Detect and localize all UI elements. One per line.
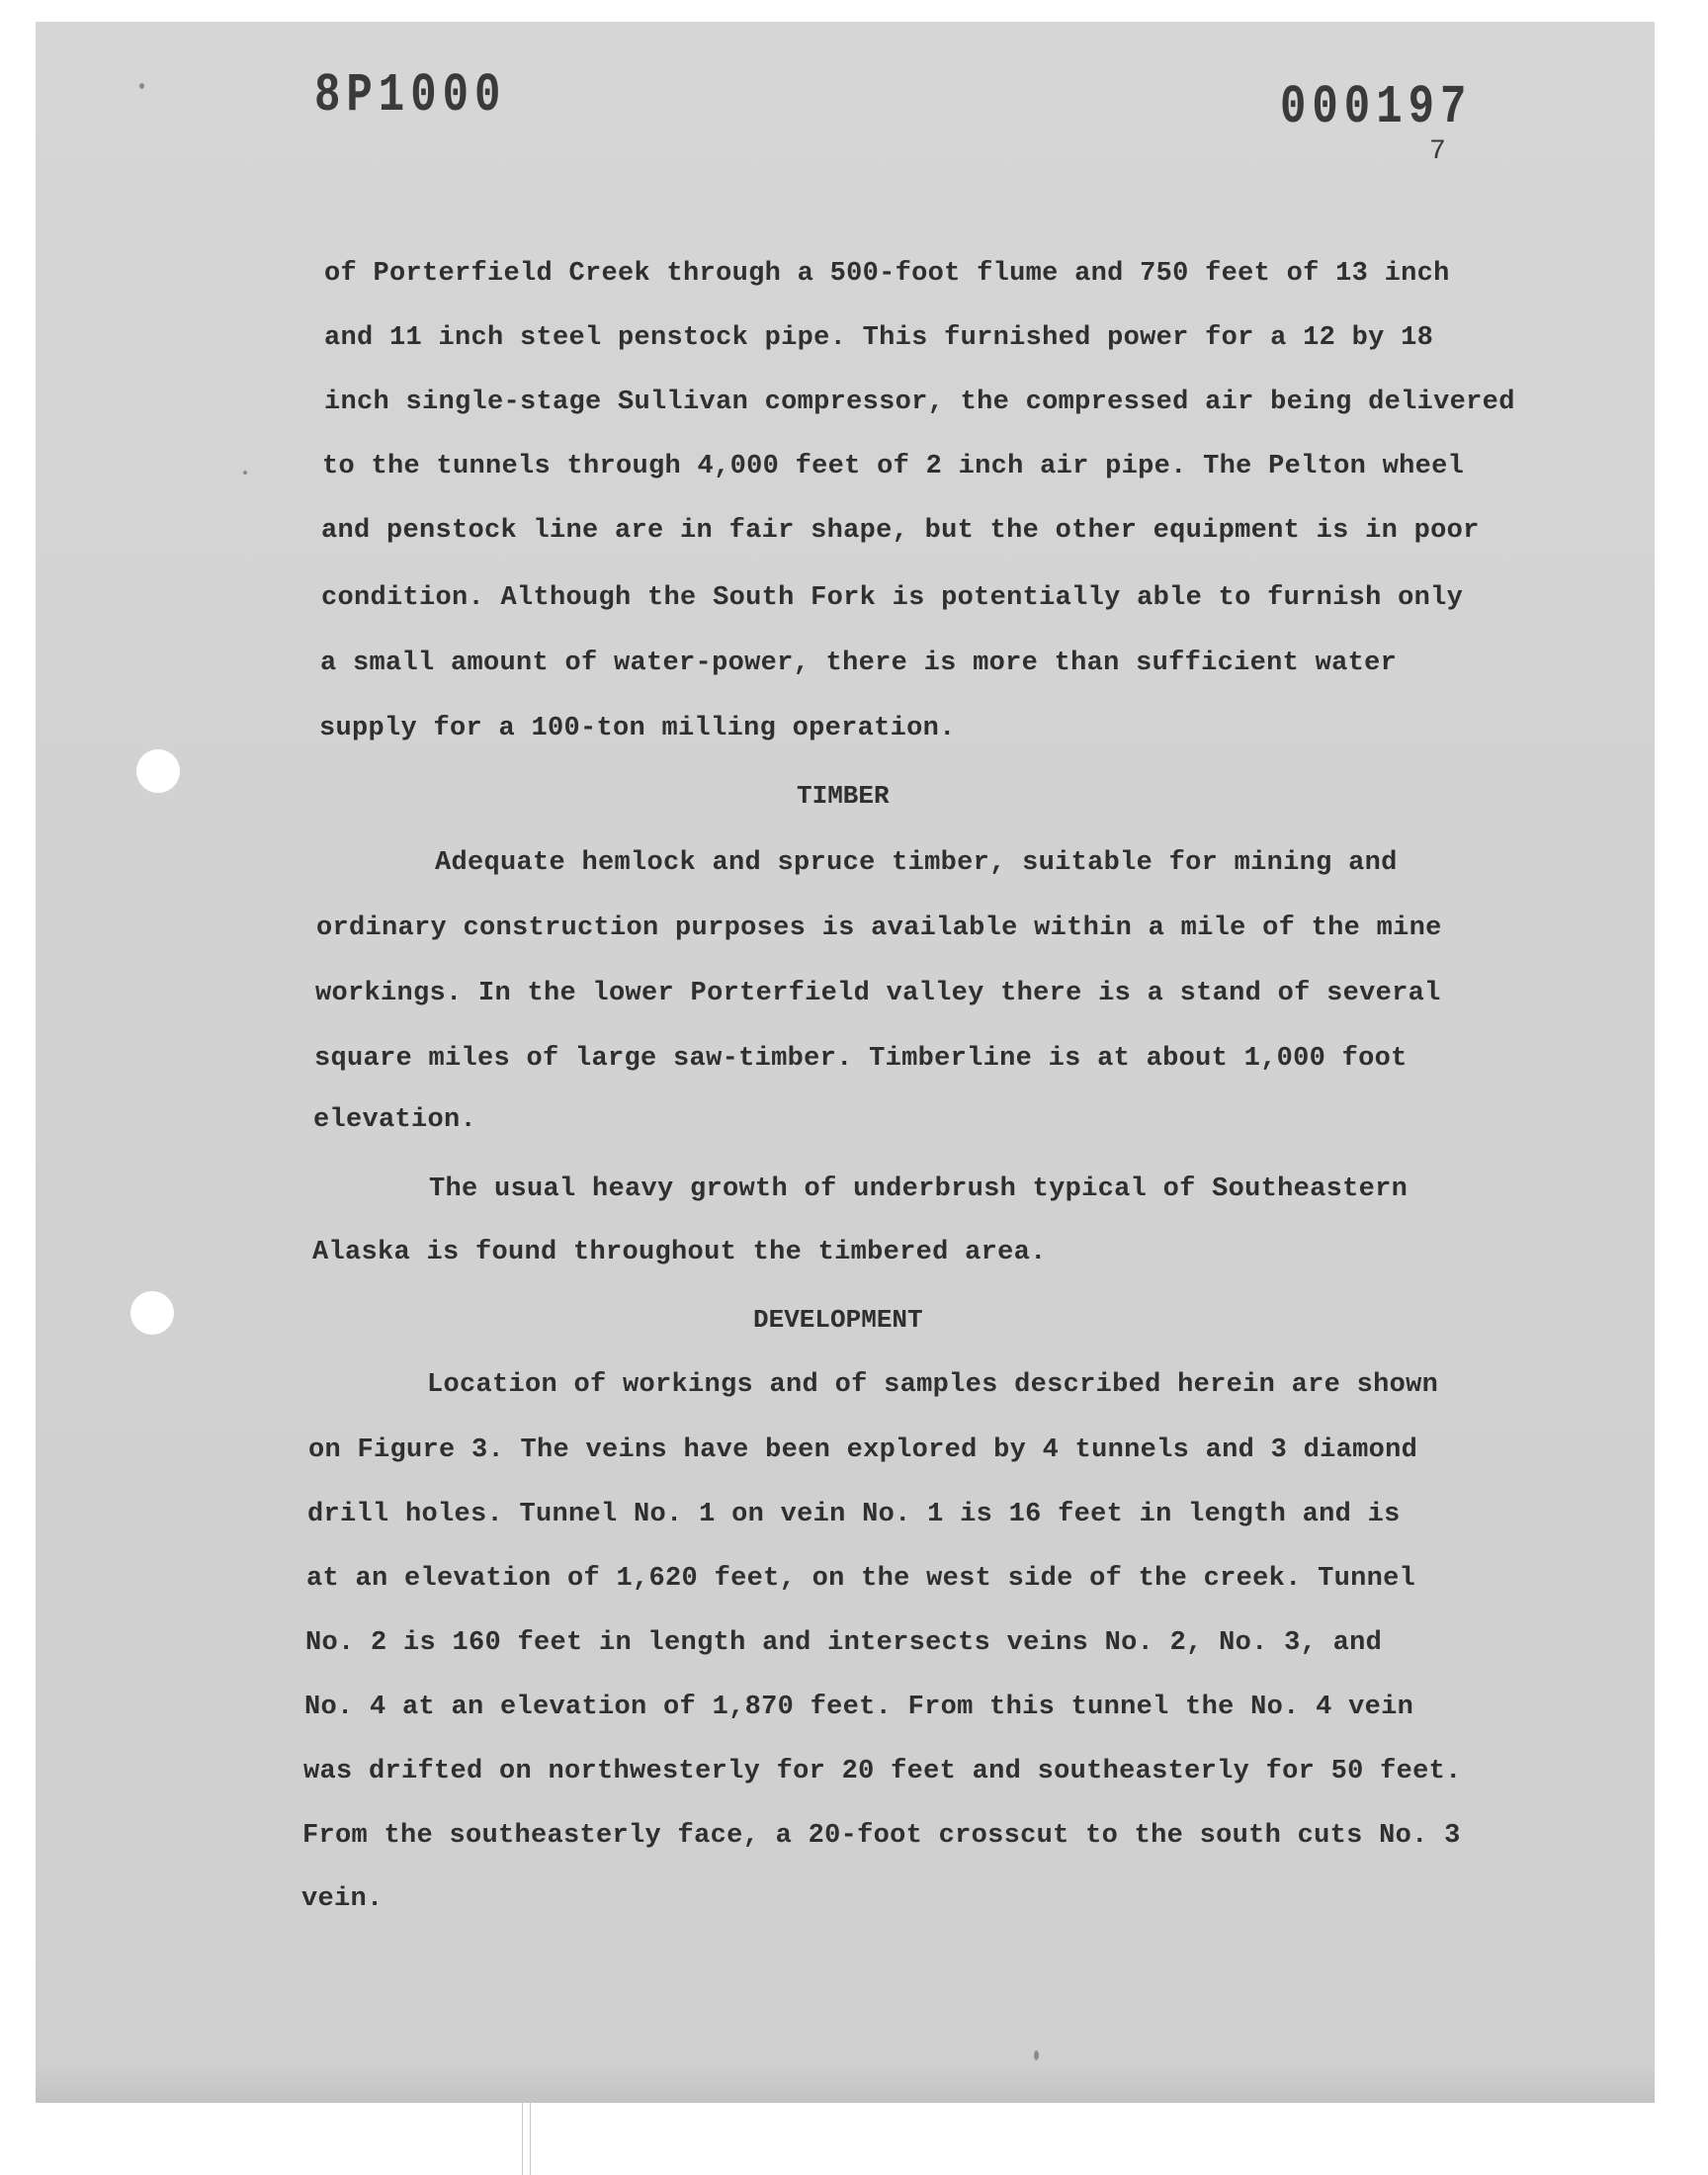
text-line: square miles of large saw-timber. Timberline is at about 1,000 foot xyxy=(314,1044,1408,1074)
text-line: The usual heavy growth of underbrush typical of Southeastern xyxy=(429,1174,1409,1204)
text-line: No. 2 is 160 feet in length and intersects veins No. 2, No. 3, and xyxy=(305,1628,1383,1658)
text-line: No. 4 at an elevation of 1,870 feet. From this tunnel the No. 4 vein xyxy=(304,1693,1414,1722)
text-line: Alaska is found throughout the timbered area. xyxy=(312,1238,1047,1267)
text-line: Location of workings and of samples described herein are shown xyxy=(427,1370,1439,1400)
scan-edge-line xyxy=(522,2103,523,2175)
text-line: From the southeasterly face, a 20-foot crosscut to the south cuts No. 3 xyxy=(302,1821,1461,1851)
text-line: at an elevation of 1,620 feet, on the west side of the creek. Tunnel xyxy=(306,1564,1416,1594)
text-line: and penstock line are in fair shape, but the other equipment is in poor xyxy=(321,516,1480,546)
text-line: supply for a 100-ton milling operation. xyxy=(319,714,956,743)
text-line: elevation. xyxy=(313,1105,477,1135)
text-line: drill holes. Tunnel No. 1 on vein No. 1 is 16 feet in length and is xyxy=(307,1500,1401,1529)
text-line: workings. In the lower Porterfield valley there is a stand of several xyxy=(315,979,1441,1008)
text-line: a small amount of water-power, there is more than sufficient water xyxy=(320,649,1398,678)
scan-edge-line xyxy=(530,2103,531,2175)
text-line: inch single-stage Sullivan compressor, the compressed air being delivered xyxy=(324,388,1515,417)
punch-hole-lower xyxy=(130,1291,174,1335)
scan-speck xyxy=(243,471,247,475)
scan-speck xyxy=(1034,2050,1039,2060)
text-line: on Figure 3. The veins have been explored by 4 tunnels and 3 diamond xyxy=(308,1436,1418,1465)
text-line: Adequate hemlock and spruce timber, suitable for mining and xyxy=(435,848,1398,878)
text-line: to the tunnels through 4,000 feet of 2 inch air pipe. The Pelton wheel xyxy=(322,452,1465,481)
text-line: was drifted on northwesterly for 20 feet and southeasterly for 50 feet. xyxy=(303,1757,1462,1786)
scan-speck xyxy=(139,83,144,89)
text-line: condition. Although the South Fork is potentially able to furnish only xyxy=(321,583,1464,613)
text-line: and 11 inch steel penstock pipe. This furnished power for a 12 by 18 xyxy=(324,323,1434,353)
text-line: of Porterfield Creek through a 500-foot flume and 750 feet of 13 inch xyxy=(324,259,1450,289)
document-stamp-left: 8P1000 xyxy=(314,65,507,128)
section-heading-timber: TIMBER xyxy=(797,781,890,811)
text-line: ordinary construction purposes is available within a mile of the mine xyxy=(316,914,1442,943)
text-line: vein. xyxy=(301,1884,384,1914)
document-stamp-right: 000197 xyxy=(1280,77,1473,139)
page-number: 7 xyxy=(1429,136,1446,167)
section-heading-development: DEVELOPMENT xyxy=(753,1305,923,1335)
punch-hole-upper xyxy=(136,749,180,793)
